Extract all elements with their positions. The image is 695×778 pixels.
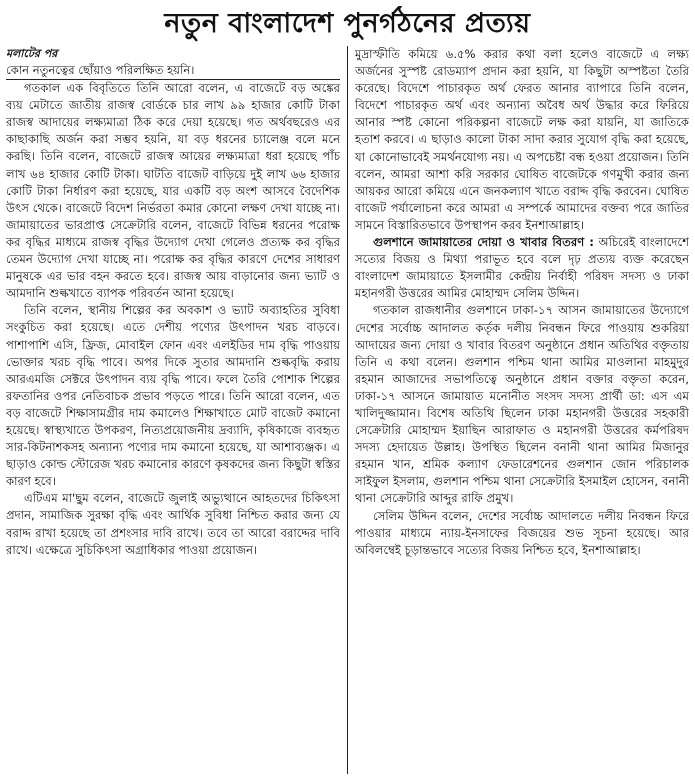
paragraph: মুদ্রাস্ফীতি কমিয়ে ৬.৫% করার কথা বলা হলেও বাজেটে এ লক্ষ্য অর্জনের সুস্পষ্ট রোডম্যাপ প্রদান করা হয়নি, যা কিছুটা অস্পষ্টতা তৈরি করেছে। বিদেশে পাচারকৃত অর্থ ফেরত আনার ব্যাপারে তিনি বলেন, বিদেশে পাচারকৃত অর্থ এবং অন্যান্য অবৈধ অর্থ উদ্ধার করে ফিরিয়ে আনার স্পষ্ট কোনো পরিকল্পনা বাজেটে লক্ষ করা যায়নি, যা জাতিকে হতাশ করবে। এ ছাড়াও কালো টাকা সাদা করার সুযোগ বৃদ্ধি করা হয়েছে, যা কোনোভাবেই সমর্থনযোগ্য নয়। এ অপচেষ্টা বন্ধ হওয়া প্রয়োজন। তিনি বলেন, আমরা আশা করি সরকার ঘোষিত বাজেটকে গণমুখী করার জন্য আয়কর আরো কমিয়ে এনে জনকল্যাণ খাতে বরাদ্দ বৃদ্ধি করবেন। ঘোষিত বাজেট পর্যালোচনা করে আমরা এ সম্পর্কে আমাদের বক্তব্য পরে জাতির সামনে বিস্তারিতভাবে উপস্থাপন করব ইনশাআল্লাহ।	[355, 47, 689, 232]
subhead-paragraph	[355, 234, 689, 302]
paragraph: কোন নতুনত্বের ছোঁয়াও পরিলক্ষিত হয়নি।	[6, 62, 340, 80]
subhead: গুলশানে জামায়াতের দোয়া ও খাবার বিতরণ :	[373, 235, 594, 250]
paragraph: তিনি বলেন, স্থানীয় শিল্পের কর অবকাশ ও ভ্যাট অব্যাহতির সুবিধা সংকুচিত করা হয়েছে। এতে দেশীয় পণ্যের উৎপাদন খরচ বাড়বে। পাশাপাশি এসি, ফ্রিজ, মোবাইল ফোন এবং এলইডির দাম বৃদ্ধি পাওয়ায় ভোক্তার খরচ বৃদ্ধি পাবে। অপর দিকে সুতার আমদানি শুল্কবৃদ্ধি করায় আরএমজি সেক্টরে উৎপাদন ব্যয় বৃদ্ধি পাবে। ফলে তৈরি পোশাক শিল্পের রফতানির ওপর নেতিবাচক প্রভাব পড়তে পারে। তিনি আরো বলেন, এত বড় বাজেটে শিক্ষাসামগ্রীর দাম কমালেও শিক্ষাখাতে মোট বাজেট কমানো হয়েছে। স্বাস্থ্যখাতে উপকরণ, নিত্যপ্রয়োজনীয় দ্রব্যাদি, কৃষিকাজে ব্যবহৃত সার-কিটনাশকসহ অন্যান্য পণ্যের দাম কমানো হয়েছে, যা আশাব্যঞ্জক। এ ছাড়াও কোল্ড স্টোরেজ খরচ কমানোর কারণে কৃষকদের জন্য কিছুটা স্বস্তির কারণ হবে।	[6, 303, 340, 489]
paragraph: সেলিম উদ্দিন বলেন, দেশের সর্বোচ্চ আদালতে দলীয় নিবন্ধন ফিরে পাওয়ার মাধ্যমে ন্যায়-ইনসাফের বিজয়ের শুভ সূচনা হয়েছে। আর অবিলম্বেই চূড়ান্তভাবে সত্যের বিজয় নিশ্চিত হবে, ইনশাআল্লাহ।	[355, 508, 689, 557]
headline: নতুন বাংলাদেশ পুনর্গঠনের প্রত্যয়	[164, 8, 531, 39]
left-column	[6, 46, 347, 774]
article-body	[6, 46, 689, 774]
paragraph: গতকাল রাজধানীর গুলশানে ঢাকা-১৭ আসন জামায়াতের উদ্যোগে দেশের সর্বোচ্চ আদালত কর্তৃক দলীয় নিবন্ধন ফিরে পাওয়ায় শুকরিয়া আদায়ের জন্য দোয়া ও খাবার বিতরণ অনুষ্ঠানে প্রধান অতিথির বক্তৃতায় তিনি এ কথা বলেন। গুলশান পশ্চিম থানা আমির মাওলানা মাহমুদুর রহমান আজাদের সভাপতিত্বে অনুষ্ঠানে প্রধান বক্তার বক্তৃতা করেন, ঢাকা-১৭ আসনে জামায়াত মনোনীত সংসদ সদস্য প্রার্থী ডা: এস এম খালিদুজ্জামান। বিশেষ অতিথি ছিলেন ঢাকা মহানগরী উত্তরের সহকারী সেক্রেটারি মোহাম্মদ ইয়াছিন আরাফাত ও মহানগরী উত্তরের কর্মপরিষদ সদস্য হেদায়েত উল্লাহ। উপস্থিত ছিলেন বনানী থানা আমির মিজানুর রহমান খান, শ্রমিক কল্যাণ ফেডারেশনের গুলশান জোন পরিচালক সাইফুল ইসলাম, গুলশান পশ্চিম থানা সেক্রেটারি ইসমাইল হোসেন, বনানী থানা সেক্রেটারি আব্দুর রাফি প্রমুখ।	[355, 303, 689, 506]
right-column	[347, 46, 689, 774]
paragraph: এটিএম মা'ছুম বলেন, বাজেটে জুলাই অভ্যুত্থানে আহতদের চিকিৎসা প্রদান, সামাজিক সুরক্ষা বৃদ্ধি এবং আর্থিক সুবিধা নিশ্চিত করার জন্য যে বরাদ্দ রাখা হয়েছে তা প্রশংসার দাবি রাখে। তবে তা আরো বরাদ্দের দাবি রাখে। এক্ষেত্রে সুচিকিৎসা অগ্রাধিকার পাওয়া প্রয়োজন।	[6, 491, 340, 557]
paragraph: গতকাল এক বিবৃতিতে তিনি আরো বলেন, এ বাজেটে বড় অঙ্কের ব্যয় মেটাতে জাতীয় রাজস্ব বোর্ডকে চার লাখ ৯৯ হাজার কোটি টাকা রাজস্ব আদায়ের লক্ষ্যমাত্রা ঠিক করে দেয়া হয়েছে। গত অর্থবছরেও এর কাছাকাছি অর্জন করা সম্ভব হয়নি, যা বড় ধরনের চ্যালেঞ্জ বলে মনে করছি। তিনি বলেন, বাজেটে রাজস্ব আয়ের লক্ষ্যমাত্রা ধরা হয়েছে পাঁচ লাখ ৬৪ হাজার কোটি টাকা। ঘাটতি বাজেট বাড়িয়ে দুই লাখ ৬৬ হাজার কোটি টাকা নির্ধারণ করা হয়েছে, যার একটি বড় অংশ আসবে বৈদেশিক উৎস থেকে। বাজেটে বিদেশ নির্ভরতা কমার কোনো লক্ষণ দেখা যাচ্ছে না। জামায়াতের ভারপ্রাপ্ত সেক্রেটারি বলেন, বাজেটে বিভিন্ন ধরনের পরোক্ষ কর বৃদ্ধির মাধ্যমে রাজস্ব বৃদ্ধির উদ্যোগ দেখা গেলেও প্রত্যক্ষ কর বৃদ্ধির তেমন উদ্যোগ দেখা যাচ্ছে না। পরোক্ষ কর বৃদ্ধির কারণে দেশের সাধারণ মানুষকে এর ভার বহন করতে হবে। রাজস্ব আয় বাড়ানোর জন্য ভ্যাট ও আমদানি শুল্কখাতে ব্যাপক পরিবর্তন আনা হয়েছে।	[6, 81, 340, 301]
subhead-text: অচিরেই বাংলাদেশে সত্যের বিজয় ও মিথ্যা পরাভূত হবে বলে দৃঢ় প্রত্যয় ব্যক্ত করেছেন বাংলাদেশ জামায়াতে ইসলামীর কেন্দ্রীয় নির্বাহী পরিষদ সদস্য ও ঢাকা মহানগরী উত্তরের আমির মোহাম্মদ সেলিম উদ্দিন।	[355, 235, 689, 301]
kicker: মলাটের পর	[6, 47, 58, 60]
